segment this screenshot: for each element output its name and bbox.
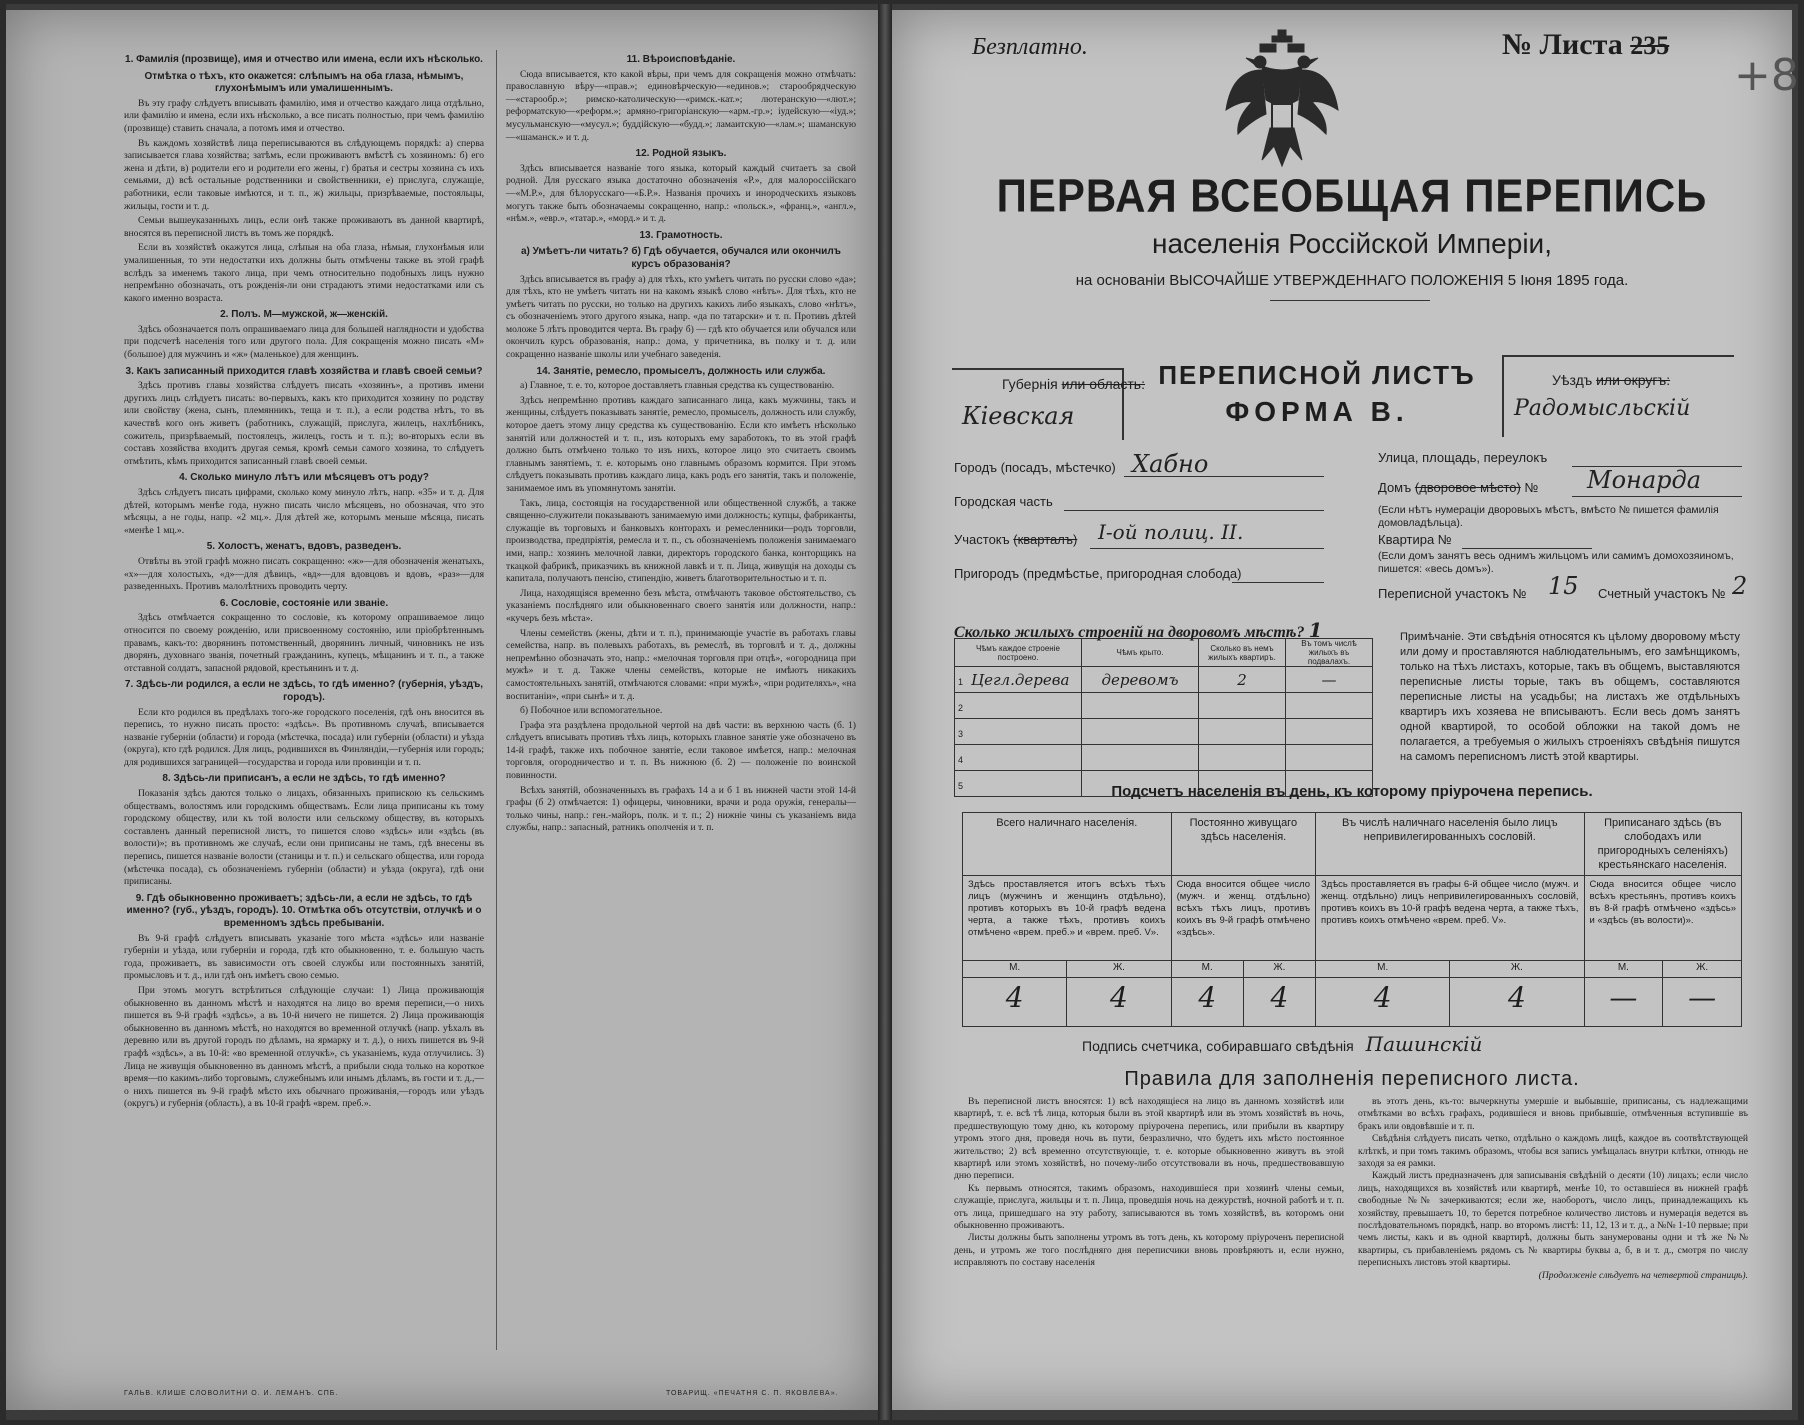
left-page bbox=[6, 10, 878, 1410]
female-label: Ж. bbox=[1450, 961, 1584, 978]
instruction-paragraph: Если въ хозяйствѣ окажутся лица, слѣпыя на оба глаза, нѣмыя, глухонѣмыя или умалишенныя, то эти недостатки ихъ должны быть отмѣчены также въ этой графѣ вслѣдъ за именемъ такого лица, при чемъ относительно подобныхъ лицъ нужно непремѣнно обозначать, отъ рожденія-ли они страдаютъ этими недостатками или съ какого именно возраста. bbox=[124, 242, 484, 304]
instruction-heading: 9. Гдѣ обыкновенно проживаетъ; здѣсь-ли, а если не здѣсь, то гдѣ именно? (губ., уѣздъ, городъ). 10. Отмѣтка объ отсутствіи, отлучкѣ и о временномъ здѣсь пребываніи. bbox=[126, 892, 482, 929]
bld-apts bbox=[1199, 745, 1286, 771]
bld-basement bbox=[1286, 693, 1373, 719]
instruction-heading: 1. Фамилія (прозвище), имя и отчество или имена, если ихъ нѣсколько. bbox=[125, 54, 483, 65]
uezd-label-text: Уѣздъ bbox=[1552, 372, 1593, 388]
gorod-chast-label: Городская часть bbox=[954, 494, 1053, 509]
bld-apts bbox=[1199, 693, 1286, 719]
form-title: ПЕРЕПИСНОЙ ЛИСТЪ bbox=[1158, 360, 1476, 390]
sheet-number-value: 235 bbox=[1630, 31, 1670, 60]
instruction-paragraph: При этомъ могутъ встрѣтиться слѣдующіе случаи: 1) Лица проживающія обыкновенно въ данномъ мѣстѣ и находятся на лицо во время переписи,—о нихъ пишется въ 9-й графѣ «здѣсь», а въ 10-й ничего не пишется. 2) Лица проживающія обыкновенно въ данномъ мѣстѣ, но находятся во временной отлучкѣ (напр. уѣхалъ въ деревню или въ другой городъ по дѣламъ, на ярмарку и т. д.), о нихъ пишется въ 9-й графѣ «здѣсь», а въ 10-й: «во временной отлучкѣ», съ указаніемъ, куда отлучились. 3) Лица не живущія обыкновенно въ данномъ мѣстѣ, а прибыли сюда только на короткое время—по какимъ-либо торговымъ, служебнымъ или инымъ дѣламъ, въ гости и т. д.,—о нихъ пишется въ 9-й графѣ мѣсто ихъ обычнаго проживанія,—городъ или уѣздъ (округъ) и губернія (область), а въ 10-й графѣ «врем. преб.». bbox=[124, 984, 484, 1110]
instruction-paragraph: Здѣсь непремѣнно противъ каждаго записаннаго лица, какъ мужчины, такъ и женщины, слѣдуетъ показывать занятіе, ремесло, промыселъ, должность или службу, которое даетъ этому лицу средства къ существованію. Если кто имѣетъ нѣсколько занятій или должностей и т. п., изъ которыхъ ему заработокъ, то въ этой графѣ должно быть отмѣчено только то изъ нихъ, которое лицо это считаетъ своимъ главнымъ занятіемъ, т. е. которымъ оно главнымъ образомъ кормится. При этомъ слѣдуетъ показывать противъ каждаго лица, какъ родъ его занятія, такъ и положеніе, занимаемое имъ въ упомянутомъ занятіи. bbox=[506, 394, 856, 494]
bld-header-basement: Въ томъ числѣ жилыхъ въ подвалахъ. bbox=[1286, 639, 1373, 667]
male-label: М. bbox=[1584, 961, 1663, 978]
count-col-3-desc: Здѣсь проставляется въ графы 6-й общее число (мужч. и женщ. отдѣльно) лицъ непривилегированныхъ сословій, противъ коихъ въ 10-й графѣ ведена черта, а также тѣхъ, противъ коихъ отмѣчено «врем. преб. V». bbox=[1316, 876, 1584, 961]
instruction-paragraph: Если кто родился въ предѣлахъ того-же городского поселенія, гдѣ онъ вносится въ перепись, то нужно писать просто: «здѣсь». Въ противномъ случаѣ, вписывается названіе губерніи (области) и города (мѣстечка, посада) или губерніи (области) и уѣзда (округа), кто гдѣ родился. Для лицъ, родившихся въ Финляндіи,—губернія или городъ; для родившихся заграницей—государства и города или провинціи и т. п. bbox=[124, 706, 484, 768]
dom-line bbox=[1572, 496, 1742, 497]
population-count-table bbox=[962, 812, 1742, 1027]
gubernia-label bbox=[1002, 376, 1145, 392]
dom-label-struck: (дворовое мѣсто) bbox=[1414, 480, 1521, 495]
rules-paragraph: Свѣдѣнія слѣдуетъ писать четко, отдѣльно о каждомъ лицѣ, каждое въ соотвѣтствующей клѣткѣ, и при томъ такимъ образомъ, чтобы вся запись умѣщалась внутри клѣтки, отнюдь не заходя за ея рамки. bbox=[1358, 1133, 1748, 1170]
kvartira-line bbox=[1462, 548, 1592, 549]
instruction-heading: 7. Здѣсь-ли родился, а если не здѣсь, то гдѣ именно? (губернія, уѣздъ, городъ). bbox=[124, 679, 484, 703]
rules-column-1 bbox=[954, 1096, 1344, 1270]
bld-header-roof: Чѣмъ крыто. bbox=[1082, 639, 1199, 667]
instruction-paragraph: Здѣсь вписывается въ графу а) для тѣхъ, кто умѣетъ читать по русски слово «да»; для тѣхъ, кто не умѣетъ читать ни на какомъ языкѣ слово «нѣтъ». Для тѣхъ, кто не умѣетъ читать по русски, но только на другихъ какихъ либо языкахъ, слово «нѣтъ», съ обозначеніемъ этого другого языка, напр. «да по татарски» и т. п. Противъ дѣтей моложе 5 лѣтъ проводится черта. Въ графу б) — гдѣ кто обучается или обучался или окончилъ курсъ образованія, напр.: дома, у причетника, въ полку и т. д. или сокращенно названіе школы или учебнаго заведенія. bbox=[506, 273, 856, 361]
male-label: М. bbox=[1316, 961, 1450, 978]
instruction-paragraph: Здѣсь противъ главы хозяйства слѣдуетъ писать «хозяинъ», а противъ имени другихъ лицъ слѣдуетъ писать: во-первыхъ, какъ кто приходится хозяину по родству или свойству (жена, сынъ, племянникъ, теща и т. п.), а если родства нѣтъ, то въ качествѣ кого онъ живетъ (работникъ, служащій, прислуга, жилецъ, нахлѣбникъ, сожитель, призрѣваемый, постоялецъ, жилецъ, гость и т. п.); во-вторыхъ если въ составъ хозяйства входитъ другая семья, кромѣ семьи самого хозяина, то слѣдуетъ отмѣтить, кѣмъ приходится записанный главѣ своей семьи. bbox=[124, 380, 484, 467]
instruction-paragraph: Въ эту графу слѣдуетъ вписывать фамилію, имя и отчество каждаго лица отдѣльно, или фамилію и имена, если ихъ нѣсколько, а все писать полностью, при чемъ фамилію (прозвище) ставить сначала, а потомъ имя и отчество. bbox=[124, 97, 484, 134]
count-mf-row bbox=[963, 961, 1742, 978]
instruction-heading: 6. Сословіе, состояніе или званіе. bbox=[219, 597, 389, 609]
right-page bbox=[892, 10, 1799, 1410]
instruction-heading: 5. Холостъ, женатъ, вдовъ, разведенъ. bbox=[206, 541, 402, 553]
count-desc-row bbox=[963, 876, 1742, 961]
uezd-label-struck: или округъ: bbox=[1596, 372, 1671, 388]
count-values-row bbox=[963, 978, 1742, 1027]
male-label: М. bbox=[1171, 961, 1243, 978]
buildings-row bbox=[955, 745, 1373, 771]
bld-basement: — bbox=[1286, 667, 1373, 693]
bld-apts bbox=[1199, 719, 1286, 745]
dom-note: (Если нѣтъ нумераціи дворовыхъ мѣстъ, вмѣсто № пишется фамилія домовладѣльца). bbox=[1378, 504, 1719, 529]
signature-line bbox=[1082, 1032, 1482, 1056]
uchastok-label-text: Участокъ bbox=[954, 532, 1010, 547]
uchastok-value: І-ой полиц. II. bbox=[1098, 520, 1244, 544]
pencil-mark: +8 bbox=[1734, 50, 1799, 101]
instruction-paragraph: Въ каждомъ хозяйствѣ лица переписываются въ слѣдующемъ порядкѣ: а) сперва записывается глава хозяйства; затѣмъ, если проживаютъ вмѣстѣ съ хозяиномъ: б) его жена и дѣти, в) родители его и родители его жены, г) братья и сестры хозяина съ ихъ семьями, д) всѣ остальные родственники и свойственники, е) прислуга, служащіе, работники, если таковые имѣются, и т. п., ж) жильцы, призрѣваемые, постояльцы, жильцы, гости и т. д. bbox=[124, 137, 484, 212]
instruction-heading: а) Умѣетъ-ли читать? б) Гдѣ обучается, обучался или окончилъ курсъ образованія? bbox=[521, 246, 841, 270]
document-spread bbox=[6, 4, 1798, 1420]
rules-paragraph: въ этотъ день, къ-то: вычеркнуты умершіе и выбывшіе, приписаны, съ надлежащими отмѣтками во всѣхъ графахъ, родившіеся и вновь прибывшіе, отмѣченныя вступившіе въ бракъ или овдовѣвшіе и т. п. bbox=[1358, 1096, 1748, 1132]
double-headed-eagle-emblem bbox=[1222, 30, 1342, 170]
perepisnoy-value: 15 bbox=[1548, 572, 1579, 600]
count-value: 4 bbox=[963, 978, 1067, 1027]
legal-basis: на основаніи ВЫСОЧАЙШЕ УТВЕРЖДЕННАГО ПОЛОЖЕНІЯ 5 Іюня 1895 года. bbox=[1075, 272, 1629, 289]
instruction-heading: 8. Здѣсь-ли приписанъ, а если не здѣсь, то гдѣ именно? bbox=[162, 773, 446, 785]
instruction-paragraph: б) Побочное или вспомогательное. bbox=[520, 705, 663, 717]
gubernia-label-struck: или область: bbox=[1061, 376, 1145, 392]
free-label: Безплатно. bbox=[972, 34, 1088, 60]
book-gutter bbox=[878, 4, 892, 1420]
dom-label-text: Домъ bbox=[1378, 480, 1412, 495]
kvartira-note: (Если домъ занятъ весь однимъ жильцомъ или самимъ домохозяиномъ, пишется: «весь домъ»). bbox=[1378, 550, 1734, 575]
buildings-question-text: Сколько жилыхъ строеній на дворовомъ мѣстѣ? bbox=[954, 624, 1305, 641]
bld-built-cell bbox=[955, 719, 1082, 745]
instruction-paragraph: Здѣсь слѣдуетъ писать цифрами, сколько кому минуло лѣтъ, напр. «35» и т. д. Для дѣтей, которымъ менѣе года, нужно писать число мѣсяцевъ, но обозначая, что это мѣсяцы, а не годы, напр. «2 мц.». Для дѣтей же, которымъ меньше мѣсяца, писать «менѣе 1 мц.». bbox=[124, 487, 484, 536]
male-label: М. bbox=[963, 961, 1067, 978]
bld-roof bbox=[1082, 745, 1199, 771]
gorod-label: Городъ (посадъ, мѣстечко) bbox=[954, 460, 1116, 475]
instruction-paragraph: а) Главное, т. е. то, которое доставляетъ главныя средства къ существованію. bbox=[520, 380, 835, 392]
instruction-paragraph: Графа эта раздѣлена продольной чертой на двѣ части: въ верхнюю часть (б. 1) слѣдуетъ вписывать противъ тѣхъ лицъ, которыхъ главное занятіе уже обозначено въ 14-й графѣ, также ихъ побочное занятіе, если таковое имѣется, напр.: мелочная торговля, огородничество и т. п. Въ нижнюю (б. 2) — положеніе по воинской повинности. bbox=[506, 719, 856, 782]
divider bbox=[1270, 300, 1430, 301]
instruction-paragraph: Всѣхъ занятій, обозначенныхъ въ графахъ 14 а и б 1 въ нижней части этой 14-й графы (б 2) отмѣчается: 1) офицеры, чиновники, врачи и рода оружія, генералы—только чины, напр.: ген.-майоръ, полк. и т. п.; 2) нижніе чины съ указаніемъ вида службы, напр.: запасный, ратникъ ополченія и т. п. bbox=[506, 784, 856, 834]
female-label: Ж. bbox=[1067, 961, 1171, 978]
form-subtitle: ФОРМА В. bbox=[1225, 396, 1409, 427]
instruction-heading: 14. Занятіе, ремесло, промыселъ, должность или служба. bbox=[536, 365, 826, 377]
buildings-table bbox=[954, 638, 1373, 797]
bld-apts: 2 bbox=[1199, 667, 1286, 693]
count-col-3-head: Въ числѣ наличнаго населенія было лицъ непривилегированныхъ сословій. bbox=[1316, 813, 1584, 876]
rules-paragraph: Въ переписной листъ вносятся: 1) всѣ находящіеся на лицо въ данномъ хозяйствѣ или квартирѣ, т. е. всѣ тѣ лица, которыя были въ этой квартирѣ или въ этомъ хозяйствѣ въ ночь, предшествующую тому дню, къ которому пріурочена перепись, или прибыли въ квартиру утромъ этого дня, проведя ночь въ пути, безразлично, что будетъ ихъ мѣсто постоянное жительство; 2) всѣ временно отсутствующіе, т. е. которые обыкновенно живутъ въ этой квартирѣ или этомъ хозяйствѣ, но почему-либо отсутствовали въ ночь, предшествовавшую дню переписи. bbox=[954, 1096, 1344, 1182]
count-value: 4 bbox=[1243, 978, 1315, 1027]
buildings-table-header bbox=[955, 639, 1373, 667]
count-value: 4 bbox=[1450, 978, 1584, 1027]
bld-built-cell bbox=[955, 745, 1082, 771]
ulitsa-label: Улица, площадь, переулокъ bbox=[1378, 450, 1548, 465]
bld-header-built: Чѣмъ каждое строеніе построено. bbox=[955, 639, 1082, 667]
dom-value: Монарда bbox=[1587, 466, 1702, 494]
instruction-heading: 2. Полъ. М—мужской, ж—женскій. bbox=[220, 309, 388, 321]
prigorod-line bbox=[1232, 582, 1324, 583]
census-subtitle: населенія Россійской Имперіи, bbox=[1152, 228, 1552, 259]
instruction-paragraph: Сюда вписывается, кто какой вѣры, при чемъ для сокращенія можно отмѣчать: православную вѣру—«прав.»; единовѣрческую—«единов.»; старообрядческую—«старообр.»; римско-католическую—«римск.-кат.»; лютеранскую—«лют.»; реформатскую—«реформ.»; армяно-григоріанскую—«арм.-гр.»; іудейскую—«іуд.»; мусульманскую—«мусул.»; буддійскую—«будд.»; ламаитскую—«лам.»; шаманскую—«шаманск.» и т. д. bbox=[506, 68, 856, 143]
instructions-column-1 bbox=[124, 50, 484, 1113]
count-header-row bbox=[963, 813, 1742, 876]
instruction-paragraph: Такъ, лица, состоящія на государственной или общественной службѣ, а также священно-служители показываютъ занимаемую ими должность; купцы, фабриканты, служащіе въ торговыхъ и банковыхъ конторахъ и ремесленники—родъ торговли, производства, предпріятія, ремесла и т. п., съ обозначеніемъ положенія занимаемаго ими, напр.: хозяинъ мелочной лавки, директоръ городского банка, конторщикъ на ткацкой фабрикѣ, приказчикъ въ книжной лавкѣ и т. п. Лица, живущія на доходы съ капитала, получаютъ пенсію, стипендію, живетъ благотворительностью и т. п. bbox=[506, 497, 856, 585]
count-title: Подсчетъ населенія въ день, къ которому пріурочена перепись. bbox=[1111, 783, 1593, 800]
signature-label: Подпись счетчика, собиравшаго свѣдѣнія bbox=[1082, 1038, 1354, 1054]
kvartira-label: Квартира № bbox=[1378, 532, 1452, 547]
perepisnoy-label: Переписной участокъ № bbox=[1378, 586, 1527, 601]
signature-value: Пашинскій bbox=[1365, 1032, 1483, 1056]
bld-built-cell bbox=[955, 667, 1082, 693]
count-value: 4 bbox=[1171, 978, 1243, 1027]
buildings-row bbox=[955, 693, 1373, 719]
bld-roof: деревомъ bbox=[1082, 667, 1199, 693]
rules-paragraph: Листы должны быть заполнены утромъ въ тотъ день, къ которому пріуроченъ переписной день, и утромъ же того послѣдняго дня переписчики вновь провѣряютъ и, если нужно, исправляютъ по составу населенія bbox=[954, 1232, 1344, 1269]
bld-basement bbox=[1286, 745, 1373, 771]
bld-row-number: 5 bbox=[958, 780, 964, 791]
instruction-paragraph: Здѣсь обозначается полъ опрашиваемаго лица для большей наглядности и удобства при подсчетѣ населенія того или другого пола. Для сокращенія можно писать «М» (большое) для мужчинъ и «ж» (маленькое) для женщинъ. bbox=[124, 323, 484, 361]
census-title: ПЕРВАЯ ВСЕОБЩАЯ ПЕРЕПИСЬ bbox=[996, 169, 1708, 222]
gorod-value: Хабно bbox=[1132, 450, 1209, 478]
count-col-2-desc: Сюда вносится общее число (мужч. и женщ. отдѣльно) всѣхъ тѣхъ лицъ, противъ коихъ въ 9-й графѣ отмѣчено «здѣсь». bbox=[1171, 876, 1315, 961]
bld-row-number: 1 bbox=[958, 676, 964, 687]
bld-row-number: 2 bbox=[958, 702, 964, 713]
schetny-value: 2 bbox=[1732, 572, 1748, 600]
count-col-1-desc: Здѣсь проставляется итогъ всѣхъ тѣхъ лицъ (мужчинъ и женщинъ отдѣльно), противъ которыхъ въ 10-й графѣ ведена черта, а также тѣхъ, противъ коихъ отмѣчено «врем. преб.» и «врем. преб. V». bbox=[963, 876, 1172, 961]
instruction-paragraph: Здѣсь вписывается названіе того языка, который каждый считаетъ за свой родной. Для русскаго языка достаточно обозначенія «Р.», для малороссійскаго—«М.Р.», для бѣлорусскаго—«Б.Р.». Названія прочихъ и инородческихъ языковъ могутъ также быть обозначаемы сокращенно, напр.: «польск.», «франц.», «англ.», «нѣм.», «евр.», «татар.», «морд.» и т. д. bbox=[506, 162, 856, 225]
instruction-paragraph: Показанія здѣсь даются только о лицахъ, обязанныхъ припискою къ сельскимъ обществамъ, волостямъ или городскимъ обществамъ. Если лица приписаны къ тому городскому обществу, или къ той волости или сельскому обществу, въ которыхъ составленъ данный переписной листъ, то пишется слово «здѣсь» или «здѣсь (въ волости)»; въ противномъ же случаѣ, если они приписаны не тамъ, гдѣ внесены въ перепись, пишется названіе волости (станицы и т. п.) и сельскаго общества, или города (мѣстечка посада), съ обозначеніемъ губерніи (области) и уѣзда (округа), гдѣ они приписаны. bbox=[124, 788, 484, 888]
schetny-label: Счетный участокъ № bbox=[1598, 586, 1726, 601]
sheet-number bbox=[1502, 28, 1669, 62]
rules-continued-note: (Продолженіе слѣдуетъ на четвертой страницѣ). bbox=[1538, 1269, 1748, 1281]
bld-row-number: 4 bbox=[958, 754, 964, 765]
instruction-paragraph: Здѣсь отмѣчается сокращенно то сословіе, къ которому опрашиваемое лицо относится по своему рожденію, или присвоенному состоянію, или пріобрѣтеннымъ правамъ, какъ-то: дворянинъ потомственный, дворянинъ личный, чиновникъ не изъ дворянъ, духовнаго званія, почетный гражданинъ, купецъ, мѣщанинъ и т. п., а также отставной солдатъ, запасной рядовой, крестьянинъ и т. д. bbox=[124, 612, 484, 674]
instruction-heading: 12. Родной языкъ. bbox=[635, 148, 727, 160]
buildings-row bbox=[955, 719, 1373, 745]
bld-built-cell bbox=[955, 693, 1082, 719]
bld-basement bbox=[1286, 719, 1373, 745]
uezd-value: Радомысльскій bbox=[1514, 396, 1691, 421]
gubernia-value: Кіевская bbox=[962, 402, 1075, 430]
instruction-heading: Отмѣтка о тѣхъ, кто окажется: слѣпымъ на оба глаза, нѣмымъ, глухонѣмымъ или умалишеннымъ. bbox=[144, 70, 464, 95]
count-col-4-head: Приписанаго здѣсь (въ слободахъ или пригородныхъ селеніяхъ) крестьянскаго населенія. bbox=[1584, 813, 1741, 876]
dom-label bbox=[1378, 480, 1538, 495]
bld-built: Цегл.дерева bbox=[971, 670, 1070, 689]
bld-row-number: 3 bbox=[958, 728, 964, 739]
uchastok-label bbox=[954, 532, 1077, 547]
count-value: — bbox=[1584, 978, 1663, 1027]
count-value: 4 bbox=[1067, 978, 1171, 1027]
instruction-heading: 11. Вѣроисповѣданіе. bbox=[626, 54, 736, 65]
printer-footer-right: ТОВАРИЩ. «ПЕЧАТНЯ С. П. ЯКОВЛЕВА». bbox=[666, 1390, 839, 1397]
sheet-number-label: № Листа bbox=[1502, 28, 1623, 61]
instruction-heading: 3. Какъ записанный приходится главѣ хозяйства и главѣ своей семьи? bbox=[125, 365, 483, 377]
count-col-1-head: Всего наличнаго населенія. bbox=[963, 813, 1172, 876]
female-label: Ж. bbox=[1243, 961, 1315, 978]
rules-column-2 bbox=[1358, 1096, 1748, 1282]
uezd-label bbox=[1552, 372, 1670, 388]
note-primechanie: Примѣчаніе. Эти свѣдѣнія относятся къ цѣлому дворовому мѣсту или дому и проставляются наблюдательнымъ, его замѣнщикомъ, только на тѣхъ листахъ, которые, такъ въ общемъ, выставляются переписные листы торые, такъ въ общемъ, составляются переписные листы на усадьбы; на листахъ же отдѣльныхъ квартиръ ихъ хозяева не вписываютъ. Если весь домъ занятъ одной квартирой, то особой обложки на такой домъ не полагается, а требуемыя о жилыхъ строеніяхъ свѣдѣнія пишутся на самомъ переписномъ листѣ этой квартиры. bbox=[1400, 631, 1740, 763]
instruction-paragraph: Члены семействъ (жены, дѣти и т. п.), принимающіе участіе въ работахъ главы семейства, напр. въ полевыхъ работахъ, въ ремеслѣ, въ торговлѣ и т. д., должны непремѣнно обозначать это, напр.: «мелочная торговля при отцѣ», «огородница при мужѣ» и т. д. Также члены семействъ, которые не имѣютъ никакихъ самостоятельныхъ занятій, отмѣчаются словами: «при мужѣ», «при родителяхъ», «на воспитаніи», «при сынѣ» и т. д. bbox=[506, 627, 856, 702]
column-divider bbox=[496, 50, 497, 1350]
female-label: Ж. bbox=[1663, 961, 1742, 978]
count-value: 4 bbox=[1316, 978, 1450, 1027]
count-col-2-head: Постоянно живущаго здѣсь населенія. bbox=[1171, 813, 1315, 876]
dom-no: № bbox=[1524, 480, 1539, 495]
buildings-row bbox=[955, 667, 1373, 693]
instruction-heading: 13. Грамотность. bbox=[639, 229, 723, 241]
printer-footer-left: ГАЛЬВ. КЛИШЕ СЛОВОЛИТНИ О. И. ЛЕМАНЪ. СПБ. bbox=[124, 1390, 339, 1397]
uchastok-line bbox=[1090, 548, 1324, 549]
prigorod-label: Пригородъ (предмѣстье, пригородная слобода) bbox=[954, 566, 1242, 581]
rules-title: Правила для заполненія переписного листа. bbox=[1124, 1068, 1580, 1090]
count-value: — bbox=[1663, 978, 1742, 1027]
bld-header-apts: Сколько въ немъ жилыхъ квартиръ. bbox=[1199, 639, 1286, 667]
instruction-heading: 4. Сколько минуло лѣтъ или мѣсяцевъ отъ роду? bbox=[179, 472, 429, 484]
rules-paragraph: Каждый листъ предназначенъ для записыванія свѣдѣній о десяти (10) лицахъ; если число лицъ, находящихся въ хозяйствѣ или квартирѣ, менѣе 10, то оставшіеся въ нижней графѣ свободные №№ зачеркиваются; если же, наоборотъ, число лицъ, принадлежащихъ къ хозяйству, превышаетъ 10, то берется потребное количество листовъ и нумерація ведется въ послѣдовательномъ порядкѣ, напр. во второмъ листѣ: 11, 12, 13 и т. д., а №№ 1-10 первые; при чемъ листы, какъ и въ одной квартирѣ, должны быть занумерованы одни и тѣ же №№ квартиры, съ прибавленіемъ рядомъ съ № квартиры буквы а, б, в и т. д., смотря по числу переписныхъ листовъ этой квартиры. bbox=[1358, 1170, 1748, 1269]
buildings-question-value: 1 bbox=[1308, 618, 1323, 642]
bld-roof bbox=[1082, 693, 1199, 719]
instruction-paragraph: Отвѣты въ этой графѣ можно писать сокращенно: «ж»—для обозначенія женатыхъ, «х»—для холостыхъ, «д»—для дѣвицъ, «вд»—для вдовцовъ и вдовъ, «раз»—для разведенныхъ. Противъ малолѣтнихъ проводить черту. bbox=[124, 555, 484, 593]
count-col-4-desc: Сюда вносится общее число всѣхъ крестьянъ, противъ коихъ въ 8-й графѣ отмѣчено «здѣсь» и «здѣсь (въ волости)». bbox=[1584, 876, 1741, 961]
uchastok-label-struck: (кварталъ) bbox=[1013, 532, 1078, 547]
instruction-paragraph: Лица, находящіяся временно безъ мѣста, отмѣчаютъ таковое обстоятельство, съ указаніемъ послѣдняго или обыкновеннаго своего занятія или должности, напр.: «кучеръ безъ мѣста». bbox=[506, 587, 856, 624]
instruction-paragraph: Въ 9-й графѣ слѣдуетъ вписывать указаніе того мѣста «здѣсь» или названіе губерніи и уѣзда, или губерніи и города, гдѣ кто обыкновенно, т. е. большую часть года, проживаетъ, въ зависимости отъ своей службы или постоянныхъ занятій, промысловъ и т. д., или гдѣ онъ имѣетъ свою семью. bbox=[124, 932, 484, 982]
gorod-chast-line bbox=[1064, 510, 1324, 511]
bld-roof bbox=[1082, 719, 1199, 745]
instruction-paragraph: Семьи вышеуказанныхъ лицъ, если онѣ также проживаютъ въ данной квартирѣ, вносятся въ переписной листъ въ томъ же порядкѣ. bbox=[124, 215, 484, 239]
gubernia-label-text: Губернія bbox=[1002, 376, 1058, 392]
instructions-column-2 bbox=[506, 50, 856, 837]
rules-paragraph: Къ первымъ относятся, такимъ образомъ, находившіеся при хозяинѣ члены семьи, служащіе, прислуга, жильцы и т. п. Лица, проведшія ночь на дежурствѣ, ночной работѣ и т. п. отъ лица, пришедшаго на эту работу, записываются въ томъ хозяйствѣ, въ которомъ они обыкновенно проживаютъ. bbox=[954, 1182, 1344, 1232]
